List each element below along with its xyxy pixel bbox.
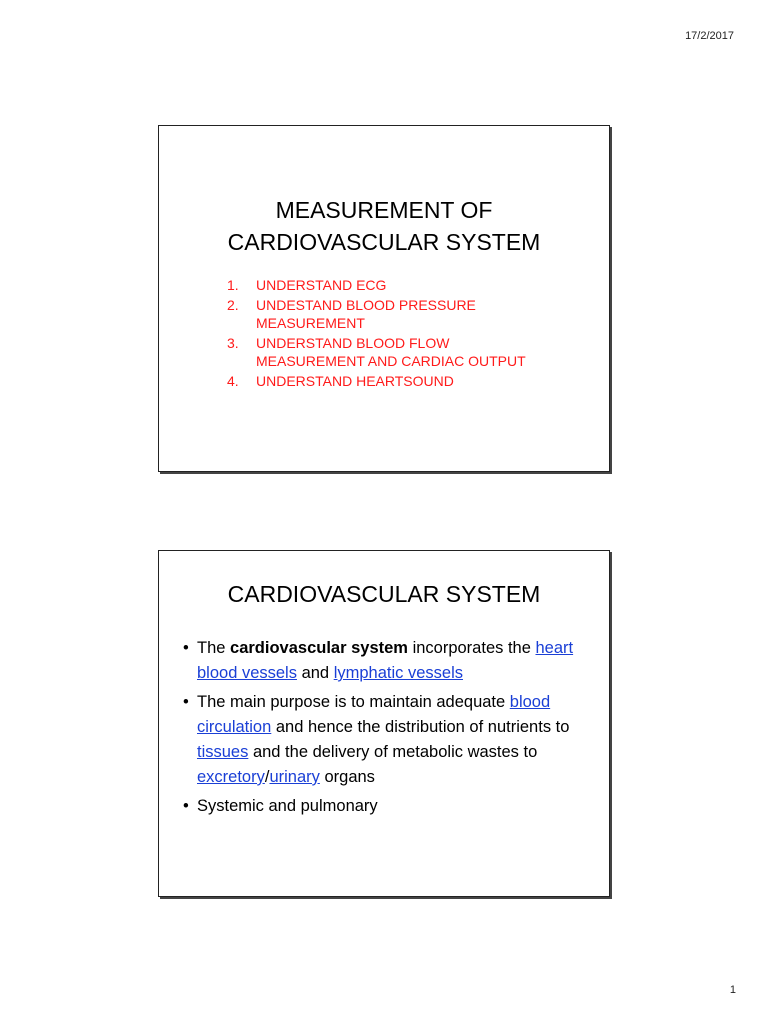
bullet-item bbox=[183, 690, 593, 790]
bullet-text bbox=[197, 690, 593, 790]
text-run: incorporates the bbox=[407, 639, 536, 657]
slide-2 bbox=[158, 550, 610, 897]
objective-text: UNDERSTAND ECG bbox=[256, 277, 387, 293]
bullet-marker: • bbox=[183, 797, 189, 815]
objective-number: 4. bbox=[227, 373, 239, 389]
link-excretory[interactable]: excretory bbox=[197, 768, 265, 786]
bullet-text: Systemic and pulmonary bbox=[197, 797, 378, 815]
objective-text: UNDERSTAND BLOOD FLOW MEASUREMENT AND CARDIAC OUTPUT bbox=[256, 335, 526, 369]
objective-item bbox=[227, 334, 547, 370]
text-run: The bbox=[197, 639, 231, 657]
objectives-list bbox=[227, 276, 547, 392]
text-run: and the delivery of metabolic wastes to bbox=[248, 743, 538, 761]
objective-item bbox=[227, 296, 547, 332]
text-run: and bbox=[296, 664, 334, 682]
slide-1-title bbox=[159, 194, 609, 258]
bullet-list bbox=[183, 636, 593, 823]
link-lymphatic-vessels[interactable]: lymphatic vessels bbox=[333, 664, 463, 682]
date-label: 17/2/2017 bbox=[685, 30, 734, 42]
text-run: organs bbox=[319, 768, 375, 786]
bullet-item bbox=[183, 636, 593, 686]
slide-1-title-line-2: CARDIOVASCULAR SYSTEM bbox=[227, 229, 541, 255]
link-blood-vessels[interactable]: blood vessels bbox=[197, 664, 297, 682]
objective-item bbox=[227, 372, 547, 390]
objective-number: 2. bbox=[227, 297, 239, 313]
slide-1 bbox=[158, 125, 610, 472]
bold-term: cardiovascular system bbox=[230, 639, 408, 657]
bullet-item bbox=[183, 794, 593, 819]
link-urinary[interactable]: urinary bbox=[269, 768, 320, 786]
link-heart[interactable]: heart bbox=[535, 639, 574, 657]
bullet-marker: • bbox=[183, 639, 189, 657]
link-tissues[interactable]: tissues bbox=[197, 743, 249, 761]
bullet-marker: • bbox=[183, 693, 189, 711]
objective-text: UNDESTAND BLOOD PRESSURE MEASUREMENT bbox=[256, 297, 476, 331]
text-run: and hence the distribution of nutrients to bbox=[271, 718, 570, 736]
objective-item bbox=[227, 276, 547, 294]
objective-text: UNDERSTAND HEARTSOUND bbox=[256, 373, 454, 389]
bullet-text bbox=[197, 636, 593, 686]
text-run: / bbox=[264, 768, 270, 786]
link-blood-circulation[interactable]: blood circulation bbox=[197, 693, 551, 736]
objective-number: 1. bbox=[227, 277, 239, 293]
objective-number: 3. bbox=[227, 335, 239, 351]
text-run: The main purpose is to maintain adequate bbox=[197, 693, 510, 711]
slide-2-title: CARDIOVASCULAR SYSTEM bbox=[227, 581, 541, 607]
slide-1-title-line-1: MEASUREMENT OF bbox=[275, 197, 493, 223]
page-number: 1 bbox=[729, 984, 736, 996]
